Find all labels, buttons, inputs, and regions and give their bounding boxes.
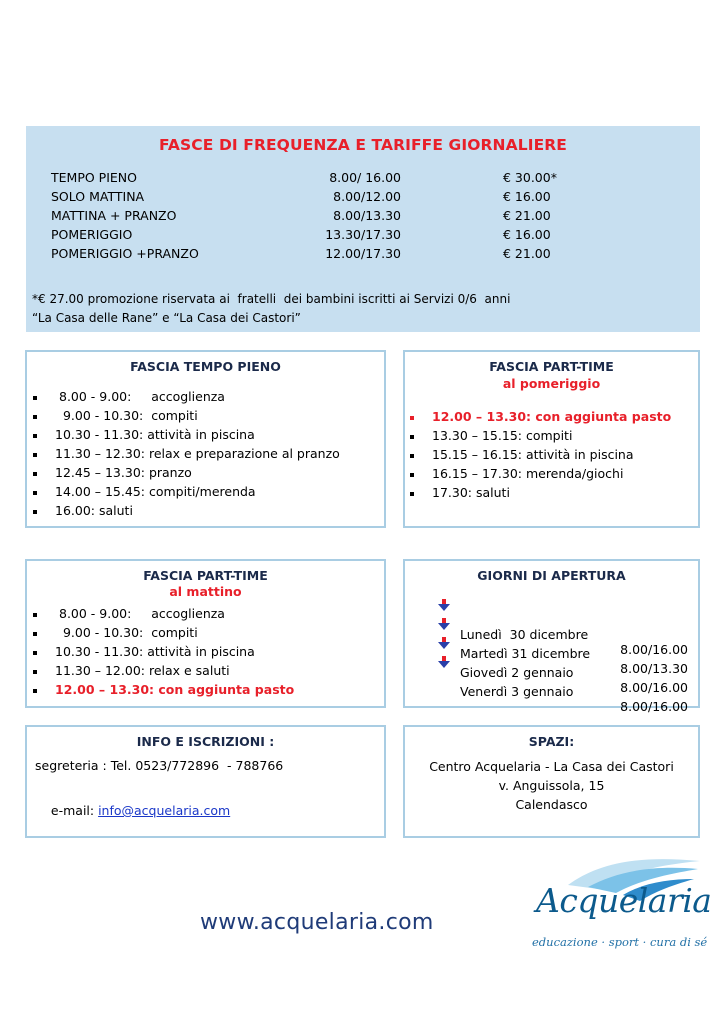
list-item: 10.30 - 11.30: attività in piscina [33, 644, 383, 663]
logo-tagline: educazione · sport · cura di sé [532, 935, 708, 949]
list-item: Giovedì 2 gennaio 8.00/16.00 [438, 635, 693, 654]
part-time-mattino-subtitle: al mattino [169, 584, 242, 599]
part-time-pomeriggio-box [403, 350, 700, 528]
bullet-icon [33, 396, 37, 400]
bullet-icon [410, 473, 414, 477]
tariff-row-time: 8.00/12.00 [333, 189, 401, 204]
tariff-row-price: € 30.00* [503, 170, 557, 185]
list-item: 9.00 - 10.30: compiti [33, 408, 383, 427]
tariff-row-name: POMERIGGIO [51, 227, 133, 242]
website-link[interactable]: www.acquelaria.com [200, 910, 434, 935]
tariff-row-price: € 16.00 [503, 227, 551, 242]
list-item: 11.30 – 12.00: relax e saluti [33, 663, 383, 682]
info-email-row [35, 788, 230, 833]
list-item: Martedì 31 dicembre 8.00/13.30 [438, 616, 693, 635]
list-item: 9.00 - 10.30: compiti [33, 625, 383, 644]
tariff-row [26, 227, 700, 246]
list-item: 8.00 - 9.00: accoglienza [33, 389, 383, 408]
bullet-icon [410, 454, 414, 458]
tariff-row-price: € 21.00 [503, 208, 551, 223]
part-time-mattino-box [25, 559, 386, 708]
tariff-row-name: MATTINA + PRANZO [51, 208, 177, 223]
bullet-icon [33, 613, 37, 617]
list-item: 10.30 - 11.30: attività in piscina [33, 427, 383, 446]
list-item: 12.45 – 13.30: pranzo [33, 465, 383, 484]
bullet-icon [410, 435, 414, 439]
list-item: 16.15 – 17.30: merenda/giochi [410, 466, 695, 485]
tariff-row-name: POMERIGGIO +PRANZO [51, 246, 199, 261]
list-item-highlight: 12.00 – 13.30: con aggiunta pasto [33, 682, 383, 701]
spazi-box [403, 725, 700, 838]
tariff-row-time: 8.00/ 16.00 [329, 170, 401, 185]
part-time-mattino-list [33, 606, 383, 701]
bullet-icon [33, 491, 37, 495]
giorni-apertura-box [403, 559, 700, 714]
bullet-icon [33, 510, 37, 514]
list-item: 11.30 – 12.30: relax e preparazione al pranzo [33, 446, 383, 465]
tariff-row [26, 189, 700, 208]
bullet-icon [33, 632, 37, 636]
tariff-row-price: € 21.00 [503, 246, 551, 261]
logo-wordmark: Acquelaria [536, 881, 712, 920]
tariff-row [26, 246, 700, 265]
info-title: INFO E ISCRIZIONI : [136, 734, 275, 749]
bullet-icon [33, 670, 37, 674]
bullet-icon [410, 492, 414, 496]
arrow-down-icon [438, 637, 450, 649]
giorni-apertura-title: GIORNI DI APERTURA [477, 568, 626, 583]
bullet-icon [33, 472, 37, 476]
spazi-title: SPAZI: [528, 734, 575, 749]
bullet-icon [33, 453, 37, 457]
list-item: 15.15 – 16.15: attività in piscina [410, 447, 695, 466]
tempo-pieno-box [25, 350, 386, 528]
tariff-row-time: 12.00/17.30 [325, 246, 401, 261]
tariff-panel [26, 126, 700, 332]
spazi-line2: v. Anguissola, 15 [498, 778, 605, 793]
tariff-title: FASCE DI FREQUENZA E TARIFFE GIORNALIERE [159, 136, 567, 154]
spazi-line1: Centro Acquelaria - La Casa dei Castori [429, 759, 674, 774]
tariff-note [32, 290, 692, 328]
bullet-icon [33, 434, 37, 438]
spazi-line3: Calendasco [515, 797, 588, 812]
giorni-apertura-list [438, 597, 693, 714]
tempo-pieno-title: FASCIA TEMPO PIENO [130, 359, 281, 374]
arrow-down-icon [438, 656, 450, 668]
list-item: Lunedì 30 dicembre 8.00/16.00 [438, 597, 693, 616]
info-phone: segreteria : Tel. 0523/772896 - 788766 [35, 758, 284, 773]
info-email-label: e-mail: [50, 803, 99, 818]
arrow-down-icon [438, 599, 450, 611]
tempo-pieno-list [33, 389, 383, 522]
tariff-row [26, 208, 700, 227]
tariff-row-time: 8.00/13.30 [333, 208, 401, 223]
bullet-icon [33, 651, 37, 655]
part-time-pomeriggio-list [410, 409, 695, 504]
list-item-highlight: 12.00 – 13.30: con aggiunta pasto [410, 409, 695, 428]
tariff-row-price: € 16.00 [503, 189, 551, 204]
list-item: Venerdì 3 gennaio 8.00/16.00 [438, 654, 693, 673]
part-time-mattino-title: FASCIA PART-TIME [143, 568, 268, 583]
tariff-row-time: 13.30/17.30 [325, 227, 401, 242]
tariff-row-name: SOLO MATTINA [51, 189, 145, 204]
list-item: 14.00 – 15.45: compiti/merenda [33, 484, 383, 503]
list-item: 16.00: saluti [33, 503, 383, 522]
list-item: 13.30 – 15.15: compiti [410, 428, 695, 447]
tariff-row-name: TEMPO PIENO [51, 170, 137, 185]
part-time-pomeriggio-subtitle: al pomeriggio [502, 376, 601, 391]
bullet-icon [33, 415, 37, 419]
tariff-note-line1: *€ 27.00 promozione riservata ai fratelli dei bambini iscritti ai Servizi 0/6 anni [32, 292, 511, 306]
tariff-note-line2: “La Casa delle Rane” e “La Casa dei Castori” [32, 311, 301, 325]
tariff-row [26, 170, 700, 189]
acquelaria-logo [528, 855, 712, 955]
list-item: 17.30: saluti [410, 485, 695, 504]
arrow-down-icon [438, 618, 450, 630]
bullet-icon [33, 689, 37, 693]
info-box [25, 725, 386, 838]
list-item: 8.00 - 9.00: accoglienza [33, 606, 383, 625]
bullet-icon [410, 416, 414, 420]
email-link[interactable]: info@acquelaria.com [98, 803, 231, 818]
part-time-pomeriggio-title: FASCIA PART-TIME [489, 359, 614, 374]
